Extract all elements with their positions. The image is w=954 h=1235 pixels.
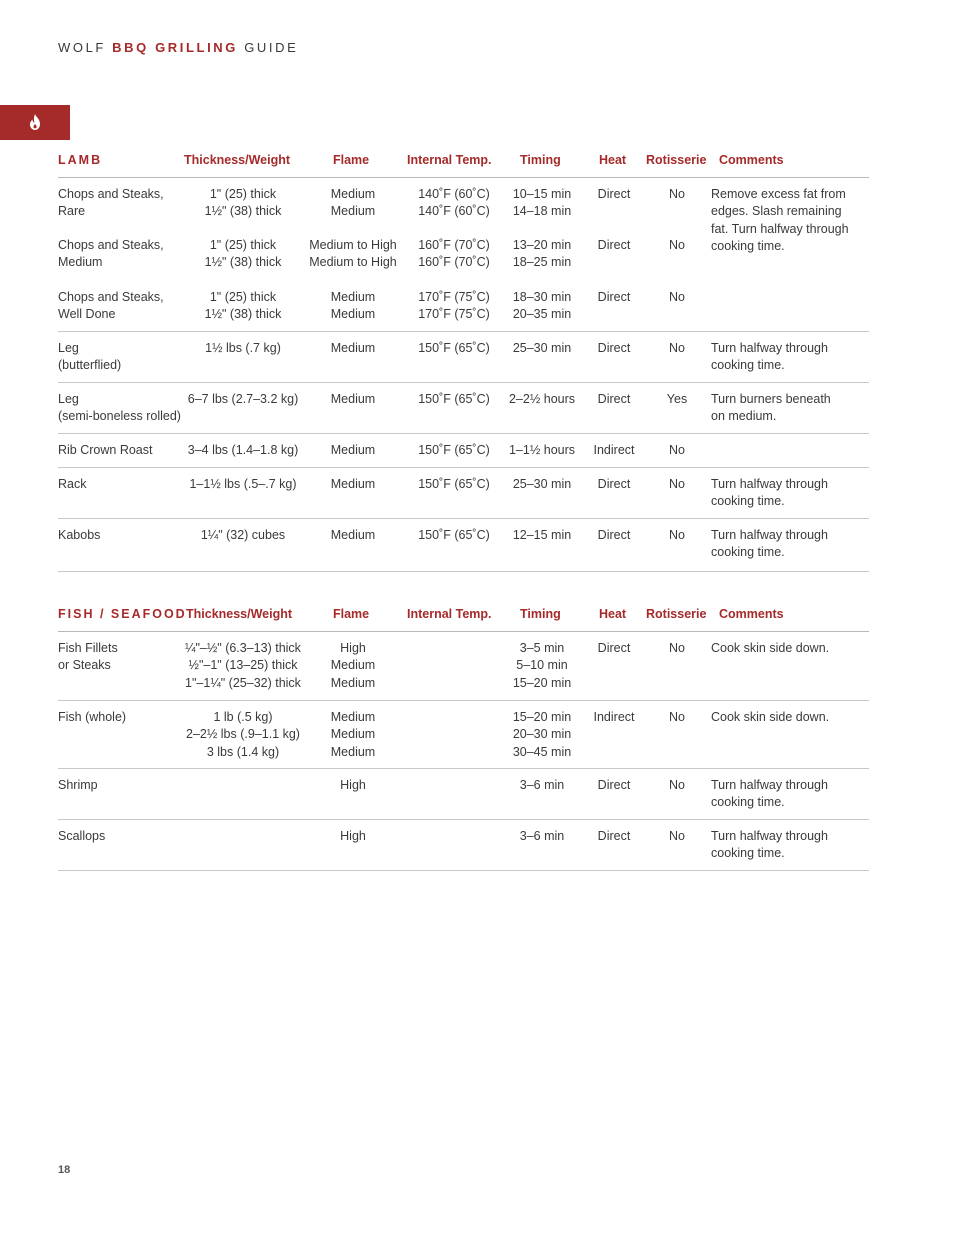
- table-row: [58, 769, 869, 820]
- row-timing: 1–1½ hours: [508, 443, 576, 457]
- col-heat: Heat: [599, 607, 627, 621]
- row-timing: 3–6 min: [519, 829, 565, 843]
- fish-category-title: FISH / SEAFOOD: [58, 607, 187, 621]
- row-heat: Direct: [597, 829, 631, 843]
- row-comments: Turn burners beneath on medium.: [711, 392, 831, 424]
- row-item: Fish (whole): [58, 710, 127, 724]
- row-timing: 10–15 min 14–18 min: [512, 187, 572, 219]
- row-temp: 150˚F (65˚C): [418, 528, 490, 542]
- row-heat: Direct: [597, 341, 631, 355]
- row-rotisserie: Yes: [666, 392, 688, 406]
- row-item: Leg (semi-boneless rolled): [58, 392, 181, 424]
- col-thickness: Thickness/Weight: [186, 607, 293, 621]
- col-flame: Flame: [333, 153, 370, 167]
- row-heat: Direct: [597, 778, 631, 792]
- row-thickness: 3–4 lbs (1.4–1.8 kg): [187, 443, 299, 457]
- lamb-table-header: [58, 153, 869, 175]
- row-thickness: 6–7 lbs (2.7–3.2 kg): [187, 392, 299, 406]
- row-temp: 150˚F (65˚C): [418, 477, 490, 491]
- row-temp: 150˚F (65˚C): [418, 443, 490, 457]
- flame-icon: [28, 114, 42, 130]
- row-timing: 25–30 min: [512, 477, 572, 491]
- row-temp: 160˚F (70˚C) 160˚F (70˚C): [418, 238, 490, 270]
- row-thickness: 1" (25) thick 1½" (38) thick: [204, 187, 282, 219]
- row-flame: Medium: [330, 341, 376, 355]
- row-comments: Cook skin side down.: [711, 710, 830, 724]
- row-comments: Turn halfway through cooking time.: [711, 528, 828, 560]
- row-timing: 25–30 min: [512, 341, 572, 355]
- row-flame: Medium: [330, 528, 376, 542]
- row-heat: Indirect: [593, 710, 635, 724]
- col-temp: Internal Temp.: [407, 607, 492, 621]
- row-timing: 18–30 min 20–35 min: [512, 290, 572, 322]
- row-thickness: 1–1½ lbs (.5–.7 kg): [189, 477, 297, 491]
- row-rotisserie: No: [669, 341, 685, 355]
- row-comments: Cook skin side down.: [711, 641, 830, 655]
- row-flame: Medium: [330, 392, 376, 406]
- row-rotisserie: No: [669, 477, 685, 491]
- row-rotisserie: No: [669, 829, 685, 843]
- row-heat: Direct: [597, 392, 631, 406]
- table-row: [58, 468, 869, 519]
- col-flame: Flame: [333, 607, 370, 621]
- row-flame: High: [340, 829, 366, 843]
- table-row: [58, 178, 869, 253]
- col-thickness: Thickness/Weight: [184, 153, 291, 167]
- row-item: Chops and Steaks, Well Done: [58, 290, 164, 322]
- row-flame: Medium Medium: [330, 290, 376, 322]
- col-comments: Comments: [719, 607, 784, 621]
- row-item: Rack: [58, 477, 87, 491]
- table-row: [58, 383, 869, 434]
- table-row: [58, 701, 869, 769]
- row-item: Chops and Steaks, Rare: [58, 187, 164, 219]
- page-header: [58, 40, 298, 55]
- col-temp: Internal Temp.: [407, 153, 492, 167]
- row-rotisserie: No: [669, 641, 685, 655]
- row-rotisserie: No: [669, 238, 685, 252]
- row-timing: 12–15 min: [512, 528, 572, 542]
- row-timing: 13–20 min 18–25 min: [512, 238, 572, 270]
- row-comments: Turn halfway through cooking time.: [711, 341, 828, 373]
- header-accent: BBQ GRILLING: [112, 40, 238, 55]
- row-timing: 15–20 min 20–30 min 30–45 min: [512, 710, 572, 759]
- section-tab: [0, 105, 70, 140]
- row-heat: Direct: [597, 477, 631, 491]
- row-flame: Medium: [330, 443, 376, 457]
- row-temp: 170˚F (75˚C) 170˚F (75˚C): [418, 290, 490, 322]
- row-timing: 2–2½ hours: [508, 392, 576, 406]
- row-item: Leg (butterflied): [58, 341, 122, 373]
- col-comments: Comments: [719, 153, 784, 167]
- row-flame: Medium Medium Medium: [330, 710, 376, 759]
- col-timing: Timing: [520, 153, 561, 167]
- row-timing: 3–5 min 5–10 min 15–20 min: [512, 641, 572, 690]
- row-heat: Direct: [597, 641, 631, 655]
- row-item: Fish Fillets or Steaks: [58, 641, 118, 673]
- lamb-category-title: LAMB: [58, 153, 103, 167]
- header-suffix: GUIDE: [244, 40, 299, 55]
- row-temp: 150˚F (65˚C): [418, 341, 490, 355]
- header-prefix: WOLF: [58, 40, 106, 55]
- fish-table-header: [58, 607, 869, 629]
- table-row: [58, 519, 869, 572]
- row-item: Chops and Steaks, Medium: [58, 238, 164, 270]
- table-row: [58, 229, 869, 281]
- row-rotisserie: No: [669, 443, 685, 457]
- col-heat: Heat: [599, 153, 627, 167]
- row-temp: 150˚F (65˚C): [418, 392, 490, 406]
- row-rotisserie: No: [669, 710, 685, 724]
- row-flame: Medium to High Medium to High: [309, 238, 397, 270]
- row-rotisserie: No: [669, 778, 685, 792]
- row-heat: Direct: [597, 238, 631, 252]
- row-item: Scallops: [58, 829, 106, 843]
- row-thickness: 1" (25) thick 1½" (38) thick: [204, 238, 282, 270]
- row-item: Kabobs: [58, 528, 101, 542]
- table-row: [58, 632, 869, 701]
- row-thickness: 1¼" (32) cubes: [200, 528, 286, 542]
- row-rotisserie: No: [669, 528, 685, 542]
- row-thickness: ¼"–½" (6.3–13) thick ½"–1" (13–25) thick 1"–1¼" (25–32) thick: [185, 641, 301, 690]
- table-row: [58, 820, 869, 871]
- row-thickness: 1½ lbs (.7 kg): [205, 341, 281, 355]
- row-comments: Turn halfway through cooking time.: [711, 829, 828, 861]
- row-item: Rib Crown Roast: [58, 443, 153, 457]
- row-comments: Turn halfway through cooking time.: [711, 778, 828, 810]
- row-flame: High: [340, 778, 366, 792]
- row-comments: Remove excess fat from edges. Slash remaining fat. Turn halfway through cooking time.: [711, 187, 849, 253]
- lamb-table: [58, 153, 869, 572]
- row-comments: Turn halfway through cooking time.: [711, 477, 828, 509]
- table-row: [58, 281, 869, 332]
- row-temp: 140˚F (60˚C) 140˚F (60˚C): [418, 187, 490, 219]
- row-heat: Direct: [597, 528, 631, 542]
- row-heat: Indirect: [593, 443, 635, 457]
- row-thickness: 1" (25) thick 1½" (38) thick: [204, 290, 282, 322]
- row-heat: Direct: [597, 187, 631, 201]
- fish-table: [58, 607, 869, 871]
- row-item: Shrimp: [58, 778, 98, 792]
- col-rotisserie: Rotisserie: [646, 607, 707, 621]
- row-flame: Medium Medium: [330, 187, 376, 219]
- col-rotisserie: Rotisserie: [646, 153, 707, 167]
- row-flame: Medium: [330, 477, 376, 491]
- table-row: [58, 434, 869, 468]
- col-timing: Timing: [520, 607, 561, 621]
- row-heat: Direct: [597, 290, 631, 304]
- row-thickness: 1 lb (.5 kg) 2–2½ lbs (.9–1.1 kg) 3 lbs (1.4 kg): [186, 710, 300, 759]
- row-rotisserie: No: [669, 290, 685, 304]
- page-number: 18: [58, 1164, 71, 1176]
- row-rotisserie: No: [669, 187, 685, 201]
- row-flame: High Medium Medium: [330, 641, 376, 690]
- table-row: [58, 332, 869, 383]
- row-timing: 3–6 min: [519, 778, 565, 792]
